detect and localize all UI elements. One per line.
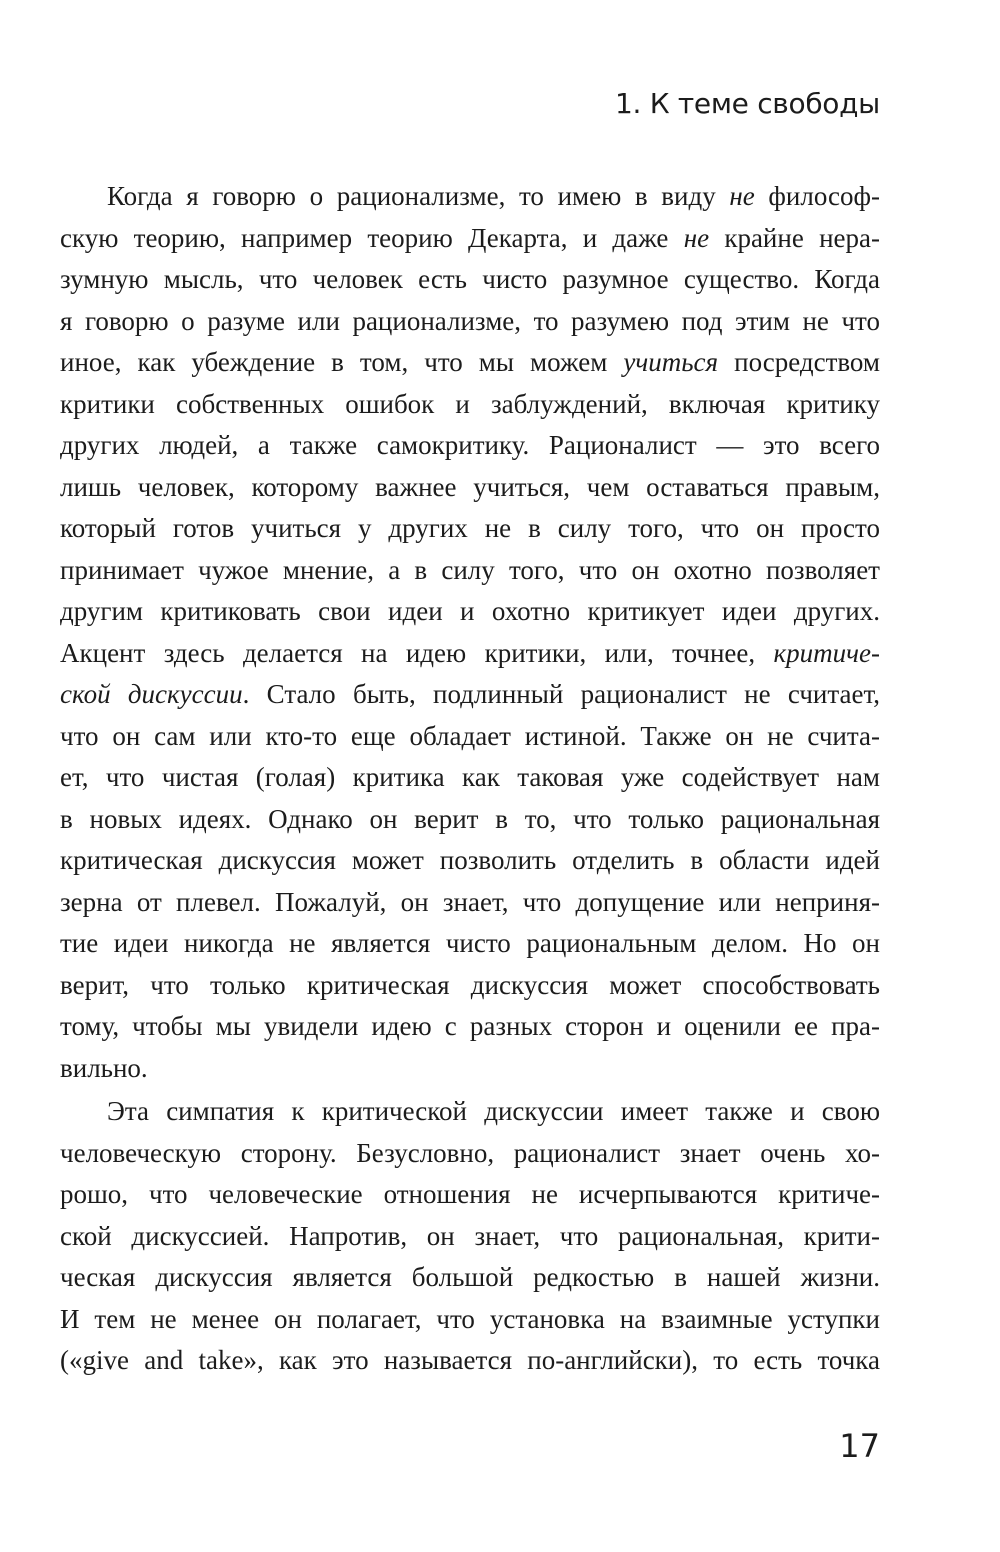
text-line xyxy=(60,965,880,1007)
text-run: Эта симпатия к критической дискуссии имеет также и свою xyxy=(107,1096,880,1126)
text-line xyxy=(60,1299,880,1341)
text-line xyxy=(60,633,880,675)
text-run: ческая дискуссия является большой редкостью в нашей жизни. xyxy=(60,1262,880,1292)
text-line xyxy=(60,1340,880,1382)
text-run: ской дискуссией. Напротив, он знает, что рациональная, крити- xyxy=(60,1220,880,1251)
text-line xyxy=(60,508,880,550)
text-run: Акцент здесь делается на идею критики, или, точнее, xyxy=(60,637,774,668)
emphasis-text: учиться xyxy=(623,347,719,377)
page-number: 17 xyxy=(839,1427,880,1465)
text-run: других людей, а также самокритику. Рационалист — это всего xyxy=(60,430,880,460)
text-line xyxy=(60,1257,880,1299)
text-line xyxy=(60,1006,880,1048)
text-run: иное, как убеждение в том, что мы можем xyxy=(60,347,624,377)
text-line xyxy=(60,716,880,758)
text-run: . Стало быть, подлинный рационалист не считает, xyxy=(242,679,880,709)
text-line xyxy=(60,176,880,218)
text-run: другим критиковать свои идеи и охотно критикует идеи других. xyxy=(60,596,880,626)
text-run: Когда я говорю о рационализме, то имею в виду xyxy=(107,181,730,211)
text-run: что он сам или кто-то еще обладает истиной. Также он не счита- xyxy=(60,720,880,751)
text-line xyxy=(60,840,880,882)
text-line xyxy=(60,550,880,592)
text-run: критики собственных ошибок и заблуждений, включая критику xyxy=(60,388,880,419)
text-line xyxy=(60,301,880,343)
text-run: философ- xyxy=(754,181,880,211)
text-run: критическая дискуссия может позволить отделить в области идей xyxy=(60,845,880,875)
emphasis-text: ской дискуссии xyxy=(60,679,243,709)
text-run: скую теорию, например теорию Декарта, и даже xyxy=(60,222,684,253)
text-run: посредством xyxy=(718,347,880,377)
text-line xyxy=(60,467,880,509)
text-run: который готов учиться у других не в силу того, что он просто xyxy=(60,513,880,543)
body-text xyxy=(60,176,880,1382)
text-line xyxy=(60,342,880,384)
text-run: И тем не менее он полагает, что установка на взаимные уступки xyxy=(60,1303,880,1334)
text-run: зерна от плевел. Пожалуй, он знает, что допущение или неприня- xyxy=(60,886,880,917)
text-run: рошо, что человеческие отношения не исчерпываются критиче- xyxy=(60,1179,880,1209)
text-run: вильно. xyxy=(60,1052,148,1083)
text-run: тому, чтобы мы увидели идею с разных сторон и оценили ее пра- xyxy=(60,1011,880,1041)
emphasis-text: не xyxy=(683,222,710,253)
text-run: принимает чужое мнение, а в силу того, что он охотно позволяет xyxy=(60,554,880,585)
text-line xyxy=(60,1048,880,1090)
emphasis-text: не xyxy=(729,181,755,211)
text-line xyxy=(60,799,880,841)
text-line xyxy=(60,1216,880,1258)
text-line xyxy=(60,1174,880,1216)
text-line xyxy=(60,1133,880,1175)
text-line xyxy=(60,757,880,799)
text-run: крайне нера- xyxy=(709,222,880,253)
text-run: ет, что чистая (голая) критика как таковая уже содействует нам xyxy=(60,762,880,792)
running-title: 1. К теме свободы xyxy=(615,87,880,120)
text-line xyxy=(60,259,880,301)
text-run: («give and take», как это называется по-английски), то есть точка xyxy=(60,1345,880,1375)
text-line xyxy=(60,384,880,426)
text-line xyxy=(60,674,880,716)
emphasis-text: критиче- xyxy=(773,637,880,668)
text-line xyxy=(60,218,880,260)
text-run: тие идеи никогда не является чисто рациональным делом. Но он xyxy=(60,928,880,958)
text-line xyxy=(60,882,880,924)
text-run: человеческую сторону. Безусловно, рационалист знает очень хо- xyxy=(60,1137,880,1168)
text-line xyxy=(60,425,880,467)
text-line xyxy=(60,1091,880,1133)
text-run: зумную мысль, что человек есть чисто разумное существо. Когда xyxy=(60,264,880,294)
text-run: в новых идеях. Однако он верит в то, что только рациональная xyxy=(60,803,880,834)
text-run: лишь человек, которому важнее учиться, чем оставаться правым, xyxy=(60,471,880,502)
text-line xyxy=(60,923,880,965)
text-line xyxy=(60,591,880,633)
text-run: я говорю о разуме или рационализме, то разумею под этим не что xyxy=(60,305,880,336)
text-run: верит, что только критическая дискуссия может способствовать xyxy=(60,969,880,1000)
